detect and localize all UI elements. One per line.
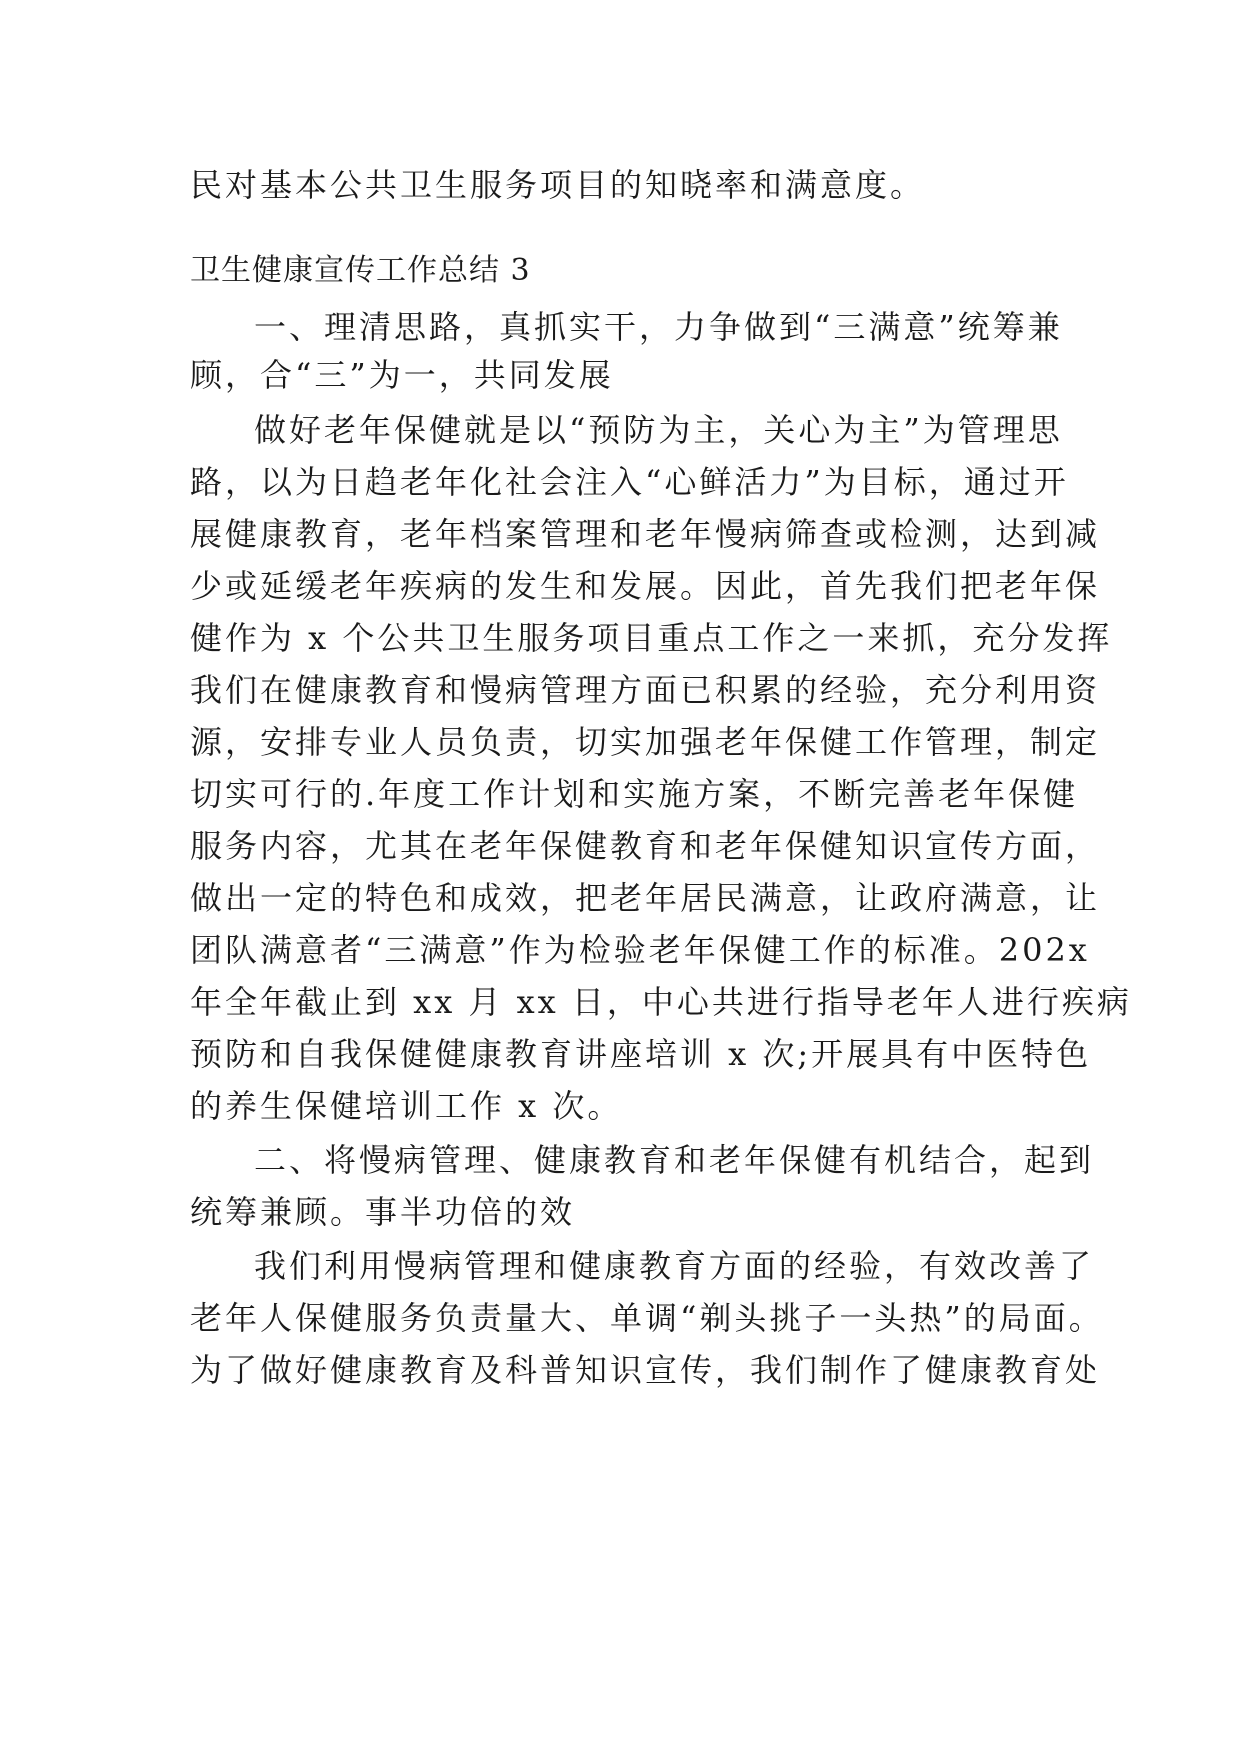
para3-line: 统筹兼顾。事半功倍的效 — [190, 1193, 576, 1231]
para4-line: 为了做好健康教育及科普知识宣传，我们制作了健康教育处 — [190, 1351, 1101, 1389]
para2-line: 做好老年保健就是以“预防为主，关心为主”为管理思 — [254, 411, 1063, 449]
para4-line: 我们利用慢病管理和健康教育方面的经验，有效改善了 — [254, 1247, 1095, 1285]
section-title: 卫生健康宣传工作总结 3 — [190, 253, 531, 288]
para2-line: 健作为 x 个公共卫生服务项目重点工作之一来抓，充分发挥 — [190, 619, 1113, 657]
para3-line: 二、将慢病管理、健康教育和老年保健有机结合，起到 — [254, 1141, 1095, 1179]
para2-line: 服务内容，尤其在老年保健教育和老年保健知识宣传方面， — [190, 827, 1101, 865]
para2-line: 年全年截止到 xx 月 xx 日，中心共进行指导老年人进行疾病 — [190, 983, 1132, 1021]
intro-line: 民对基本公共卫生服务项目的知晓率和满意度。 — [190, 166, 926, 204]
para2-line: 我们在健康教育和慢病管理方面已积累的经验，充分利用资 — [190, 671, 1101, 709]
para2-line: 预防和自我保健健康教育讲座培训 x 次;开展具有中医特色 — [190, 1035, 1092, 1073]
para2-line: 路，以为日趋老年化社会注入“心鲜活力”为目标，通过开 — [190, 463, 1069, 501]
para2-line: 切实可行的.年度工作计划和实施方案，不断完善老年保健 — [190, 775, 1079, 813]
para2-line: 的养生保健培训工作 x 次。 — [190, 1087, 623, 1125]
para1-line: 一、理清思路，真抓实干，力争做到“三满意”统筹兼 — [254, 308, 1063, 346]
para2-line: 团队满意者“三满意”作为检验老年保健工作的标准。202x — [190, 931, 1090, 969]
para1-line: 顾，合“三”为一，共同发展 — [190, 356, 614, 394]
para2-line: 源，安排专业人员负责，切实加强老年保健工作管理，制定 — [190, 723, 1101, 761]
para2-line: 做出一定的特色和成效，把老年居民满意，让政府满意，让 — [190, 879, 1101, 917]
para2-line: 展健康教育，老年档案管理和老年慢病筛查或检测，达到减 — [190, 515, 1101, 553]
para4-line: 老年人保健服务负责量大、单调“剃头挑子一头热”的局面。 — [190, 1299, 1104, 1337]
para2-line: 少或延缓老年疾病的发生和发展。因此，首先我们把老年保 — [190, 567, 1101, 605]
